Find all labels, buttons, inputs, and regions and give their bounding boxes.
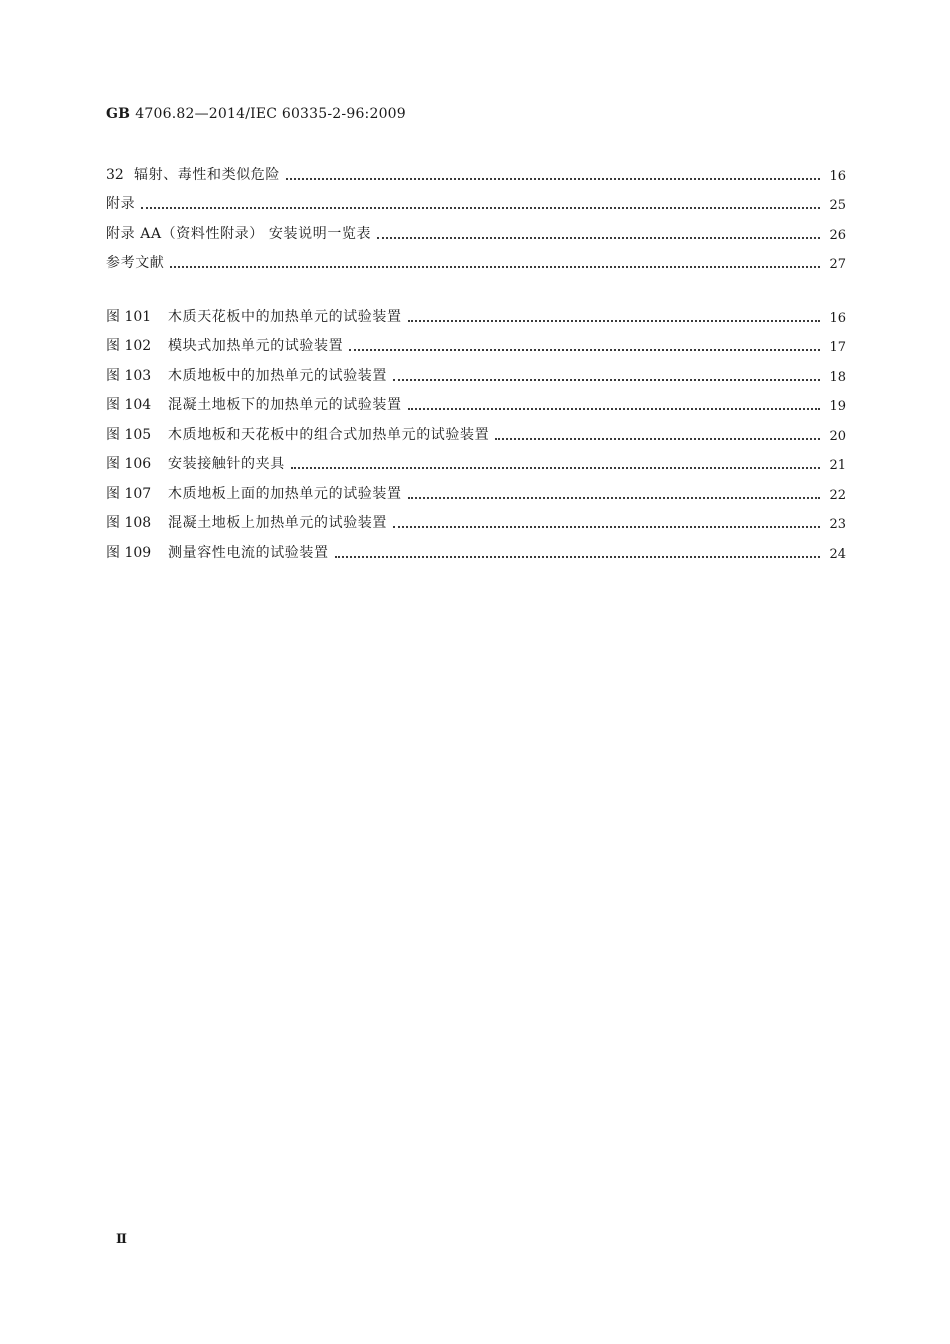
toc-entry-title: 辐射、毒性和类似危险 [134,166,280,183]
toc-figure-entry[interactable] [106,414,846,444]
toc-dot-leader [408,408,820,410]
toc-figure-title: 木质地板和天花板中的组合式加热单元的试验装置 [168,426,490,443]
toc-figure-number: 图 105 [106,426,152,443]
toc-figure-number: 图 109 [106,544,152,561]
toc-figures [106,296,846,562]
toc-figure-title: 木质地板上面的加热单元的试验装置 [168,485,402,502]
toc-figure-page: 20 [829,428,846,444]
toc-dot-leader [286,178,820,180]
toc-figure-entry[interactable] [106,473,846,503]
toc-chapters [106,154,846,272]
toc-figure-page: 16 [829,310,846,326]
toc-figure-page: 24 [829,546,846,562]
toc-figure-number: 图 103 [106,367,152,384]
toc-entry-title: 附录 [106,196,136,212]
toc-dot-leader [408,320,820,322]
toc-dot-leader [141,207,820,209]
toc-figure-number: 图 101 [106,308,152,325]
toc-entry-page: 25 [829,198,846,213]
toc-entry-page: 16 [829,168,846,184]
toc-entry[interactable] [106,184,846,214]
toc-dot-leader [495,438,820,440]
toc-figure-number: 图 104 [106,397,152,413]
standard-number: 4706.82—2014/IEC 60335-2-96:2009 [135,106,406,122]
toc-figure-page: 21 [829,458,846,473]
toc-figure-entry[interactable] [106,532,846,562]
toc-figure-title: 模块式加热单元的试验装置 [168,338,344,354]
toc-figure-entry[interactable] [106,326,846,356]
toc-figure-page: 19 [829,399,846,414]
toc-figure-entry[interactable] [106,444,846,474]
toc-entry-title: 参考文献 [106,255,165,271]
toc-figure-title: 安装接触针的夹具 [168,456,285,472]
page-number: Ⅱ [116,1232,127,1247]
toc-figure-number: 图 102 [106,338,152,354]
toc-figure-title: 测量容性电流的试验装置 [168,544,329,561]
toc-figure-number: 图 108 [106,515,152,531]
toc-dot-leader [291,467,820,469]
toc-figure-entry[interactable] [106,503,846,533]
table-of-contents [106,154,846,562]
toc-dot-leader [170,266,820,268]
toc-figure-title: 木质天花板中的加热单元的试验装置 [168,308,402,325]
toc-entry[interactable] [106,213,846,243]
standard-header [106,106,406,122]
toc-figure-entry[interactable] [106,385,846,415]
toc-dot-leader [393,379,820,381]
toc-figure-title: 混凝土地板上加热单元的试验装置 [168,515,387,531]
toc-figure-page: 22 [829,487,846,503]
toc-figure-entry[interactable] [106,355,846,385]
toc-entry-title: 附录 AA（资料性附录） 安装说明一览表 [106,225,372,242]
toc-entry-page: 26 [829,227,846,243]
toc-dot-leader [377,237,820,239]
toc-figure-entry[interactable] [106,296,846,326]
toc-entry[interactable] [106,243,846,273]
toc-dot-leader [335,556,820,558]
standard-prefix: GB [106,106,131,122]
toc-dot-leader [393,526,820,528]
toc-entry-number: 32 [106,166,124,183]
toc-dot-leader [349,349,820,351]
toc-entry[interactable] [106,154,846,184]
toc-figure-number: 图 106 [106,456,152,472]
toc-figure-title: 木质地板中的加热单元的试验装置 [168,367,387,384]
toc-entry-page: 27 [829,257,846,272]
toc-figure-page: 17 [829,340,846,355]
toc-figure-title: 混凝土地板下的加热单元的试验装置 [168,397,402,413]
toc-figure-number: 图 107 [106,485,152,502]
toc-figure-page: 18 [829,369,846,385]
toc-figure-page: 23 [829,517,846,532]
toc-dot-leader [408,497,820,499]
